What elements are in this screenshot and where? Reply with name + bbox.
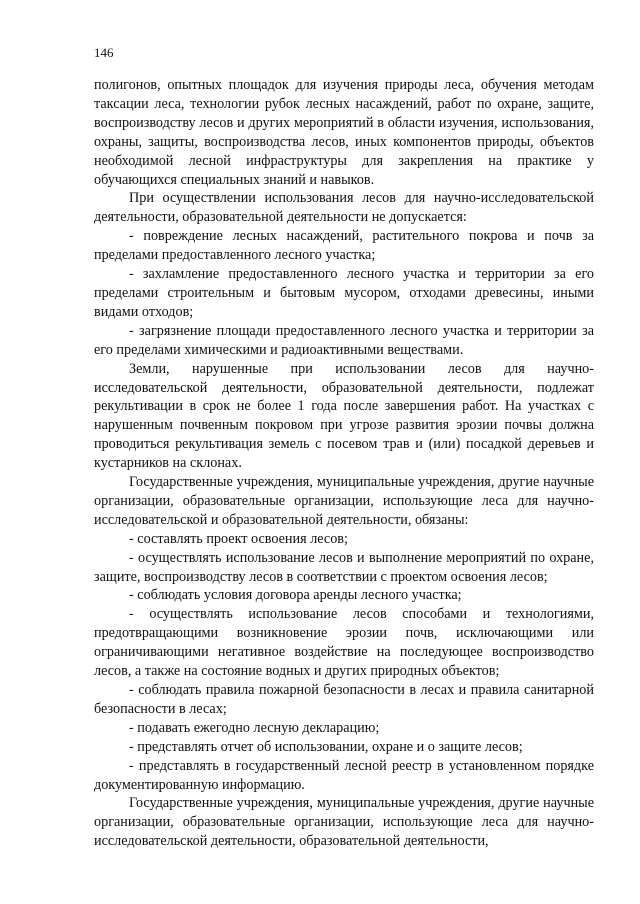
paragraph: Государственные учреждения, муниципальные учреждения, другие научные организации, образовательные организации, использующие леса для научно-исследовательской деятельности, образовательной деятельности, [94,795,594,850]
list-item: - соблюдать правила пожарной безопасности в лесах и правила санитарной безопасности в лесах; [94,682,594,717]
list-item: - представлять отчет об использовании, охране и о защите лесов; [129,738,523,755]
page-number: 146 [94,45,114,60]
list-item: - осуществлять использование лесов и выполнение мероприятий по охране, защите, воспроизводству лесов в соответствии с проектом освоения лесов; [94,549,594,585]
list-item: - загрязнение площади предоставленного лесного участка и территории за его пределами химическими и радиоактивными веществами. [94,322,594,358]
paragraph: полигонов, опытных площадок для изучения природы леса, обучения методам таксации леса, технологии рубок лесных насаждений, работ по охране, защите, воспроизводству лесов и других мероприятий в области изучения, использования, охраны, защиты, воспроизводства лесов, иных компонентов природы, объектов необходимой лесной инфраструктуры для закрепления на практике у обучающихся специальных знаний и навыков. [94,77,594,188]
list-item: - осуществлять использование лесов способами и технологиями, предотвращающими возникновение эрозии почв, исключающими или ограничивающими негативное воздействие на последующее воспроизводство лесов, а также на состояние водных и других природных объектов; [94,606,594,680]
list-item: - представлять в государственный лесной реестр в установленном порядке документированную информацию. [94,757,594,793]
list-item: - подавать ежегодно лесную декларацию; [129,719,380,736]
body-text [94,76,594,851]
paragraph: Государственные учреждения, муниципальные учреждения, другие научные организации, образовательные организации, использующие леса для научно-исследовательской и образовательной деятельности, обязаны: [94,474,594,528]
list-item: - соблюдать условия договора аренды лесного участка; [129,587,462,604]
list-item: - повреждение лесных насаждений, растительного покрова и почв за пределами предоставленного лесного участка; [94,228,594,264]
paragraph: При осуществлении использования лесов для научно-исследовательской деятельности, образовательной деятельности не допускается: [94,190,594,226]
list-item: - захламление предоставленного лесного участка и территории за его пределами строительным и бытовым мусором, отходами древесины, иными видами отходов; [94,266,594,320]
paragraph: Земли, нарушенные при использовании лесов для научно-исследовательской деятельности, образовательной деятельности, подлежат рекультивации в срок не более 1 года после завершения работ. На участках с нарушенным почвенным покровом при угрозе развития эрозии почвы должна проводиться рекультивация земель с посевом трав и (или) посадкой деревьев и кустарников на склонах. [94,360,594,472]
list-item: - составлять проект освоения лесов; [129,530,348,547]
